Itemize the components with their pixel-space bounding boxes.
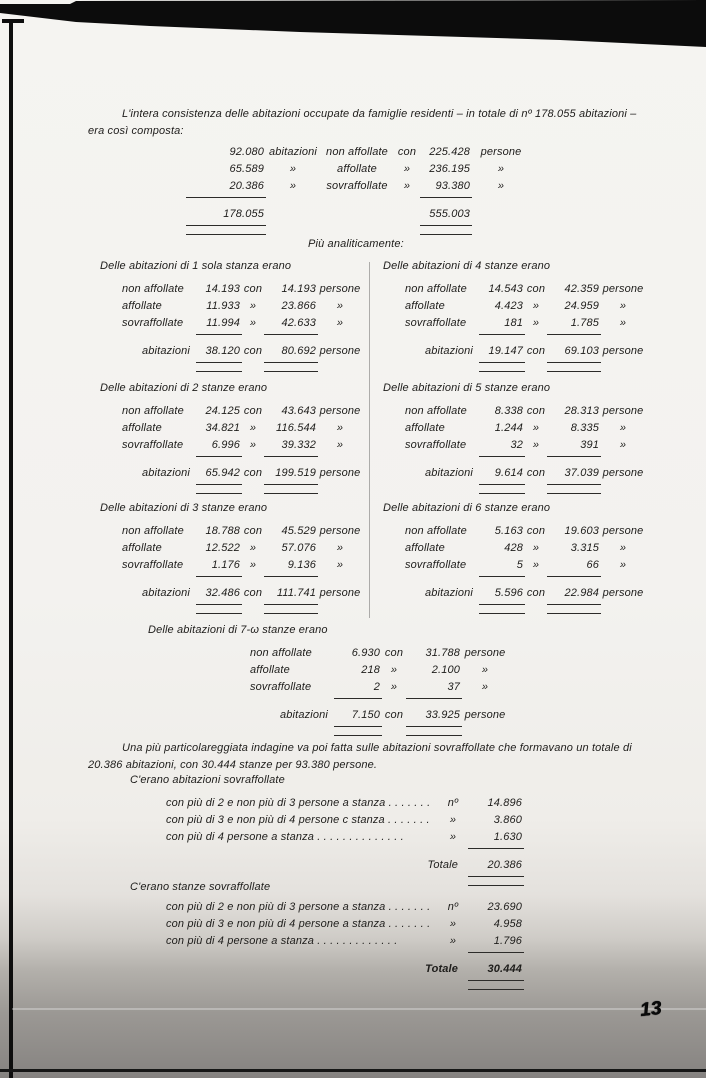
dwelling-unit: abitazioni — [269, 146, 317, 158]
dwelling-count: 20.386 — [229, 180, 264, 192]
dwelling-unit: » — [289, 180, 297, 192]
separator-word: » — [403, 163, 411, 175]
block-4-stanze: Delle abitazioni di 4 stanze erano non affollate 14.543 con 42.359 persone affollate 4.423 » 24.959 » sovraffollate 181 » 1.785 » abitazioni 19.147 con 69.103 persone — [383, 258, 667, 372]
crowding-type: non affollate — [326, 146, 388, 158]
block-5-stanze: Delle abitazioni di 5 stanze erano non affollate 8.338 con 28.313 persone affollate 1.244 » 8.335 » sovraffollate 32 » 391 » abitazioni 9.614 con 37.039 persone — [383, 380, 667, 494]
dwelling-total: 178.055 — [223, 208, 264, 220]
block-title: Delle abitazioni di 4 stanze erano — [383, 260, 551, 272]
book-spine-serif — [2, 19, 24, 23]
person-unit: persone — [480, 146, 522, 158]
block-7-omega-stanze: Delle abitazioni di 7-ω stanze erano non affollate 6.930 con 31.788 persone affollate 218 » 2.100 » sovraffollate 2 » 37 » abitazioni 7.150 con 33.925 persone — [148, 622, 432, 736]
person-total: 555.003 — [429, 208, 470, 220]
block-6-stanze: Delle abitazioni di 6 stanze erano non affollate 5.163 con 19.603 persone affollate 428 » 3.315 » sovraffollate 5 » 66 » abitazioni 5.596 con 22.984 persone — [383, 500, 667, 614]
overcrowded-rooms-heading: C'erano stanze sovraffollate — [130, 881, 271, 893]
block-1-stanza: Delle abitazioni di 1 sola stanza erano non affollate 14.193 con 14.193 persone affollate 11.933 » 23.866 » sovraffollate 11.994 » 42.633 » abitazioni 38.120 con 80.692 persone — [100, 258, 384, 372]
dwelling-unit: » — [289, 163, 297, 175]
person-count: 225.428 — [429, 146, 470, 158]
scanner-streak — [12, 1008, 706, 1010]
analytics-heading: Più analiticamente: — [308, 238, 404, 250]
intro-paragraph: L'intera consistenza delle abitazioni occupate da famiglie residenti – in totale di nº 178.055 abitazioni – era così composta: — [88, 108, 637, 137]
dwelling-count: 92.080 — [229, 146, 264, 158]
block-2-stanze: Delle abitazioni di 2 stanze erano non affollate 24.125 con 43.643 persone affollate 34.821 » 116.544 » sovraffollate 6.996 » 39.332 » abitazioni 65.942 con 199.519 persone — [100, 380, 384, 494]
overcrowding-paragraph: Una più particolareggiata indagine va poi fatta sulle abitazioni sovraffollate che formavano un totale di 20.386 abitazioni, con 30.444 stanze per 93.380 persone. — [88, 742, 632, 771]
crowding-type: sovraffollate — [326, 180, 388, 192]
crowding-type: affollate — [337, 163, 377, 175]
book-spine-line — [9, 22, 13, 1078]
block-title: Delle abitazioni di 6 stanze erano — [383, 502, 551, 514]
person-unit: » — [497, 180, 505, 192]
scan-top-edge — [0, 0, 706, 52]
summary-table — [186, 144, 530, 235]
block-title: Delle abitazioni di 5 stanze erano — [383, 382, 551, 394]
block-title: Delle abitazioni di 1 sola stanza erano — [100, 260, 292, 272]
block-title: Delle abitazioni di 3 stanze erano — [100, 502, 268, 514]
person-unit: » — [497, 163, 505, 175]
page-number: 13 — [638, 997, 663, 1022]
block-3-stanze: Delle abitazioni di 3 stanze erano non affollate 18.788 con 45.529 persone affollate 12.522 » 57.076 » sovraffollate 1.176 » 9.136 » abitazioni 32.486 con 111.741 persone — [100, 500, 384, 614]
block-title: Delle abitazioni di 7-ω stanze erano — [148, 624, 328, 636]
dwelling-count: 65.589 — [229, 163, 264, 175]
scan-bottom-edge — [0, 1069, 706, 1072]
person-count: 236.195 — [429, 163, 470, 175]
overcrowded-rooms-table: con più di 2 e non più di 3 persone a stanza . . . . . . . nº 23.690 con più di 3 e non più di 4 persone a stanza . . . . . . . » 4.958 con più di 4 persone a stanza . . . . . . . . . . . . . » 1.796 Totale 30.444 — [166, 899, 524, 990]
person-count: 93.380 — [435, 180, 470, 192]
separator-word: con — [397, 146, 417, 158]
block-title: Delle abitazioni di 2 stanze erano — [100, 382, 268, 394]
separator-word: » — [403, 180, 411, 192]
overcrowded-dwellings-table: con più di 2 e non più di 3 persone a stanza . . . . . . . nº 14.896 con più di 3 e non più di 4 persone c stanza . . . . . . . » 3.860 con più di 4 persone a stanza . . . . . . . . . . . . . . » 1.630 Totale 20.386 — [166, 795, 524, 886]
overcrowded-dwellings-heading: C'erano abitazioni sovraffollate — [130, 774, 285, 786]
